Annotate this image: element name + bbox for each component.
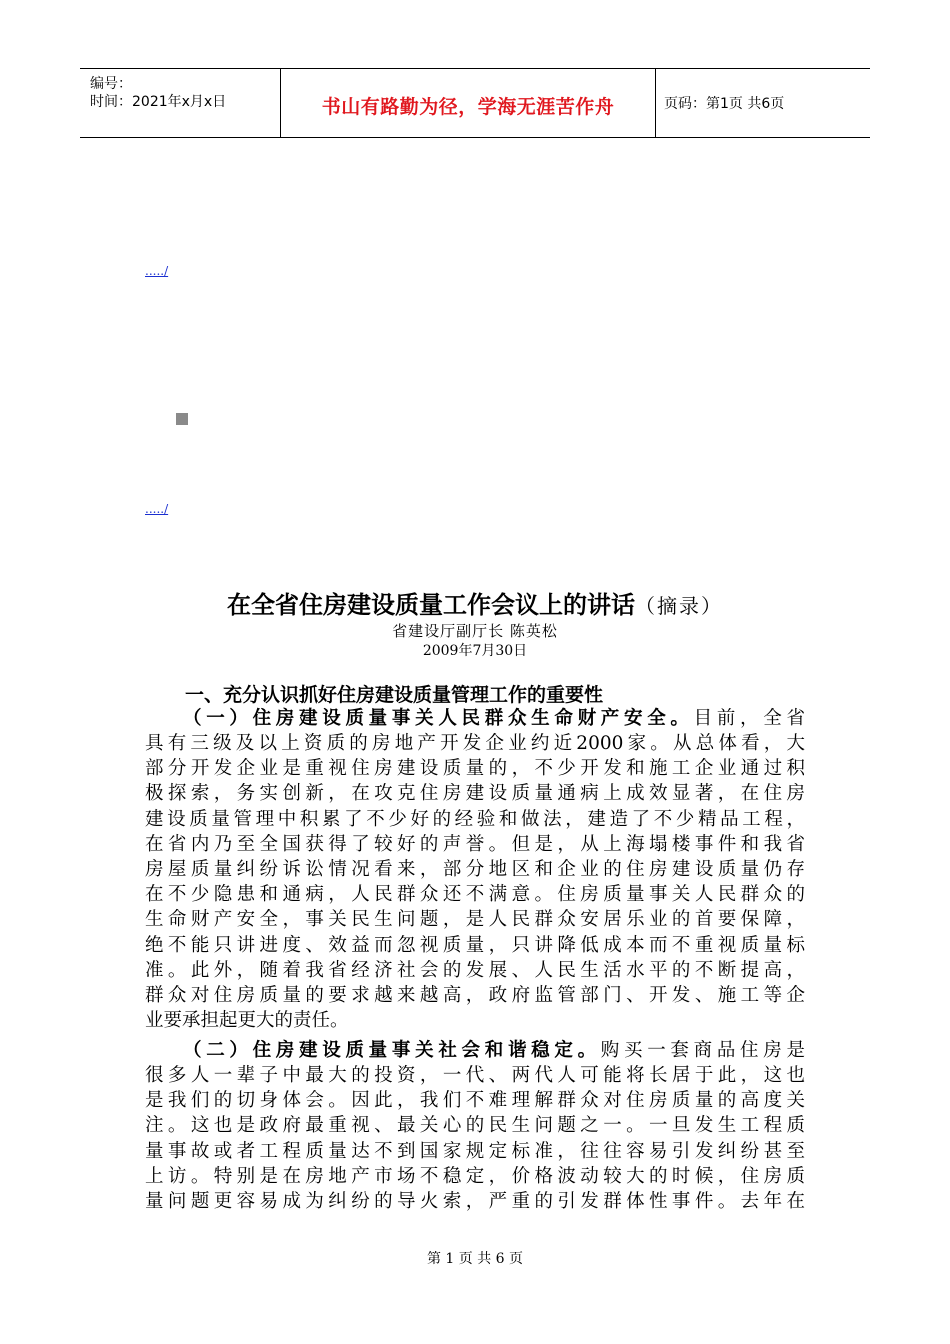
paragraph-line: 量问题更容易成为纠纷的导火索，严重的引发群体性事件。去年在 (145, 1191, 805, 1212)
section-heading: 一、充分认识抓好住房建设质量管理工作的重要性 (185, 684, 604, 706)
paragraph-2-first-line (183, 1038, 805, 1063)
time-label: 时间：2021年x月x日 (90, 94, 227, 110)
paragraph-line: 上访。特别是在房地产市场不稳定，价格波动较大的时候，住房质 (145, 1165, 805, 1187)
paragraph-line: 业要承担起更大的责任。 (145, 1010, 349, 1032)
paragraph-line: 绝不能只讲进度、效益而忽视质量，只讲降低成本而不重视质量标 (145, 934, 805, 956)
paragraph-line: 群众对住房质量的要求越来越高，政府监管部门、开发、施工等企 (145, 985, 805, 1006)
paragraph-line: 建设质量管理中积累了不少好的经验和做法，建造了不少精品工程， (145, 808, 805, 830)
link-2[interactable]: ...../ (145, 502, 169, 516)
motto: 书山有路勤为径，学海无涯苦作舟 (321, 96, 615, 118)
date-line: 2009年7月30日 (422, 643, 528, 659)
header-motto-cell (281, 69, 656, 137)
paragraph-line: 在不少隐患和通病，人民群众还不满意。住房质量事关人民群众的 (145, 884, 805, 906)
image-placeholder-icon (176, 413, 188, 425)
header-info-cell (80, 69, 281, 137)
page-number-label: 页码：第1页 共6页 (664, 96, 785, 112)
paragraph-line: 是我们的切身体会。因此，我们不难理解群众对住房质量的高度关 (145, 1090, 805, 1112)
paragraph-line: 很多人一辈子中最大的投资，一代、两代人可能将长居于此，这也 (145, 1065, 805, 1086)
paragraph-line: 注。这也是政府最重视、最关心的民生问题之一。一旦发生工程质 (145, 1115, 805, 1137)
paragraph-1-lead-rest: 目前，全省 (693, 708, 805, 729)
header-page-cell (656, 69, 870, 137)
document-title (0, 585, 950, 620)
paragraph-line: 生命财产安全，事关民生问题，是人民群众安居乐业的首要保障， (145, 909, 805, 931)
paragraph-1-lead: （一）住房建设质量事关人民群众生命财产安全。 (183, 708, 694, 729)
paragraph-2-lead-rest: 购买一套商品住房是 (600, 1040, 805, 1061)
paragraph-line: 部分开发企业是重视住房建设质量的，不少开发和施工企业通过积 (145, 758, 805, 780)
page-header (80, 68, 870, 138)
page-footer: 第 1 页 共 6 页 (426, 1251, 524, 1267)
paragraph-line: 房屋质量纠纷诉讼情况看来，部分地区和企业的住房建设质量仍存 (145, 859, 805, 880)
title-suffix: （摘录） (635, 594, 723, 618)
paragraph-line: 具有三级及以上资质的房地产开发企业约近2000家。从总体看，大 (145, 733, 805, 754)
paragraph-1-first-line (183, 706, 805, 731)
paragraph-line: 极探索，务实创新，在攻克住房建设质量通病上成效显著，在住房 (145, 783, 805, 805)
paragraph-line: 量事故或者工程质量达不到国家规定标准，往往容易引发纠纷甚至 (145, 1140, 805, 1162)
paragraph-2-lead: （二）住房建设质量事关社会和谐稳定。 (183, 1040, 601, 1061)
paragraph-line: 在省内乃至全国获得了较好的声誉。但是，从上海塌楼事件和我省 (145, 833, 805, 855)
author-line: 省建设厅副厅长 陈英松 (392, 622, 558, 640)
link-1[interactable]: ...../ (145, 264, 169, 278)
number-label: 编号： (90, 76, 132, 92)
paragraph-line: 准。此外，随着我省经济社会的发展、人民生活水平的不断提高， (145, 959, 805, 981)
title-main: 在全省住房建设质量工作会议上的讲话 (227, 591, 635, 619)
